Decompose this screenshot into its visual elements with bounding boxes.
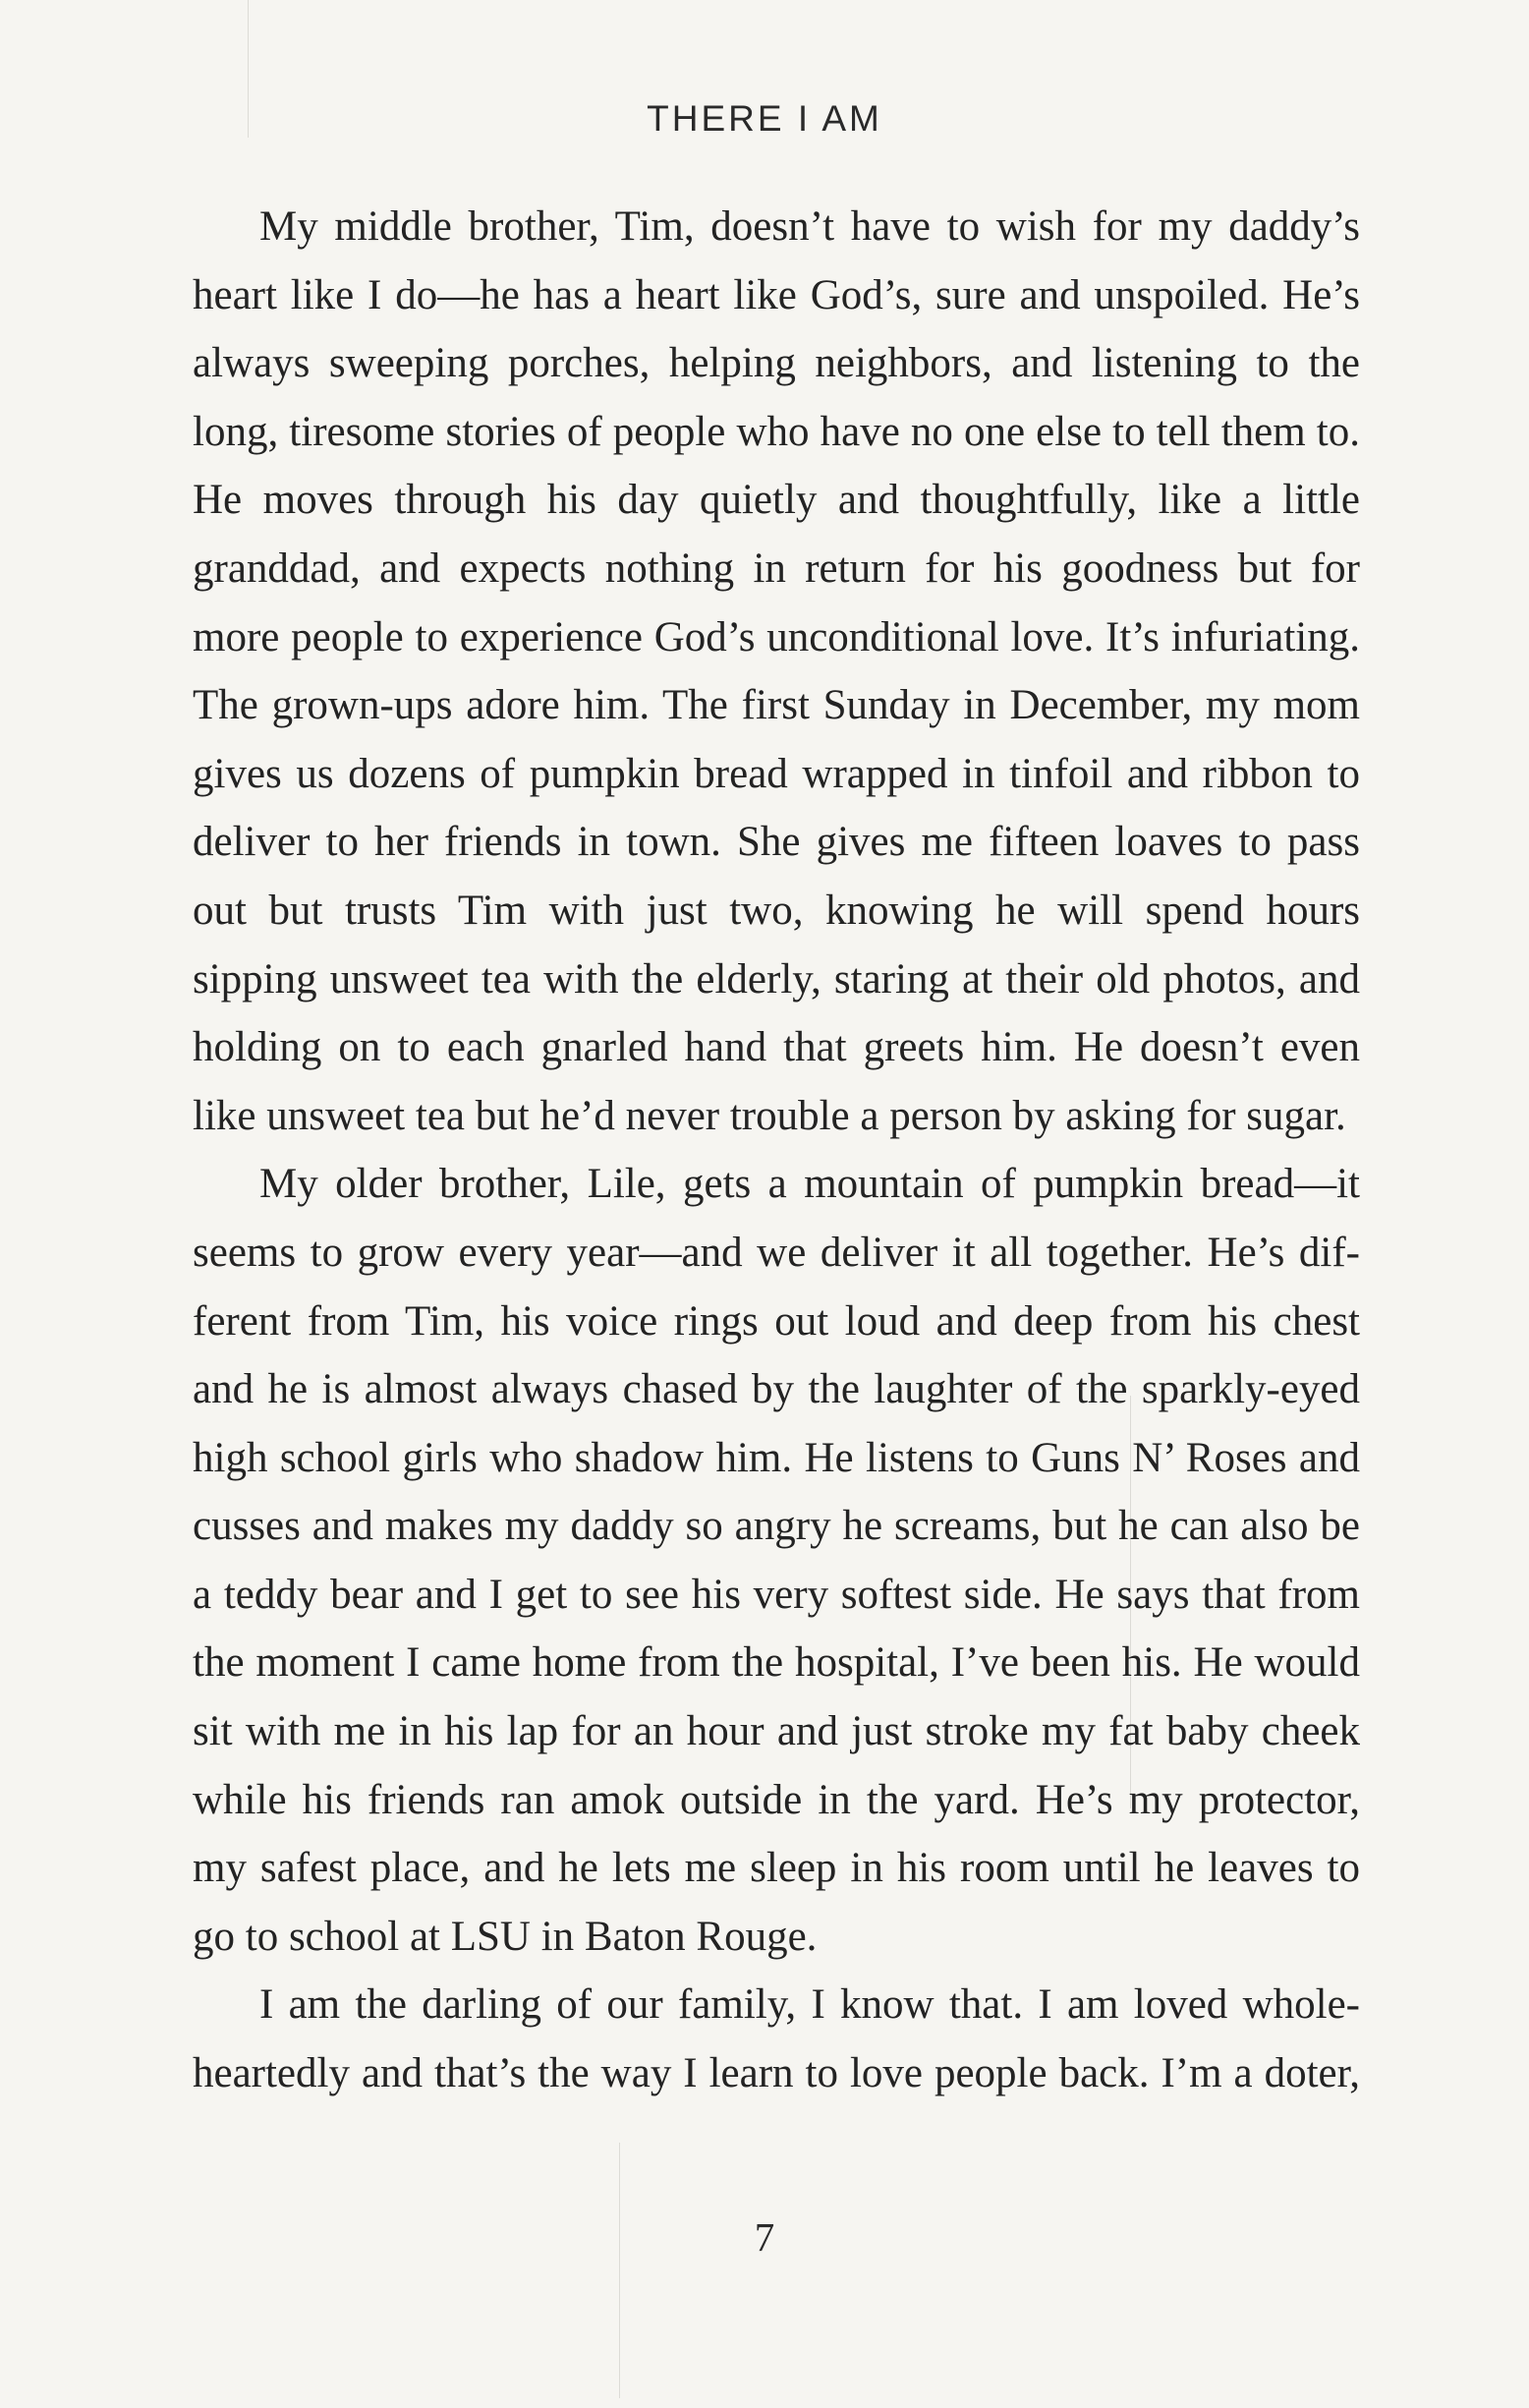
paragraph: My middle brother, Tim, doesn’t have to wish for my daddy’s heart like I do—he has a heart like God’s, sure and unspoiled. He’s always sweeping porches, helping neighbors, and listening to the long, tiresome stories of people who have no one else to tell them to. He moves through his day quietly and thoughtfully, like a little granddad, and expects nothing in return for his goodness but for more people to experience God’s unconditional love. It’s infuriating. The grown-ups adore him. The first Sunday in December, my mom gives us dozens of pumpkin bread wrapped in tinfoil and ribbon to deliver to her friends in town. She gives me fifteen loaves to pass out but trusts Tim with just two, knowing he will spend hours sipping unsweet tea with the elderly, staring at their old photos, and holding on to each gnarled hand that greets him. He doesn’t even like unsweet tea but he’d never trouble a person by asking for sugar.: [193, 203, 1360, 1139]
paragraph: My older brother, Lile, gets a mountain of pumpkin bread—it seems to grow every year—and we deliver it all together. He’s different from Tim, his voice rings out loud and deep from his chest and he is almost always chased by the laughter of the sparkly-eyed high school girls who shadow him. He listens to Guns N’ Roses and cusses and makes my daddy so angry he screams, but he can also be a teddy bear and I get to see his very softest side. He says that from the moment I came home from the hospital, I’ve been his. He would sit with me in his lap for an hour and just stroke my fat baby cheek while his friends ran amok outside in the yard. He’s my protector, my safest place, and he lets me sleep in his room until he leaves to go to school at LSU in Baton Rouge.: [193, 1161, 1360, 1960]
running-header: THERE I AM: [647, 98, 882, 139]
paragraph: I am the darling of our family, I know that. I am loved wholeheartedly and that’s the way I learn to love people back. I’m a doter,: [193, 1981, 1360, 2097]
scan-artifact: [619, 2143, 620, 2398]
body-text: [193, 193, 1360, 2108]
page-number: 7: [754, 2214, 775, 2260]
